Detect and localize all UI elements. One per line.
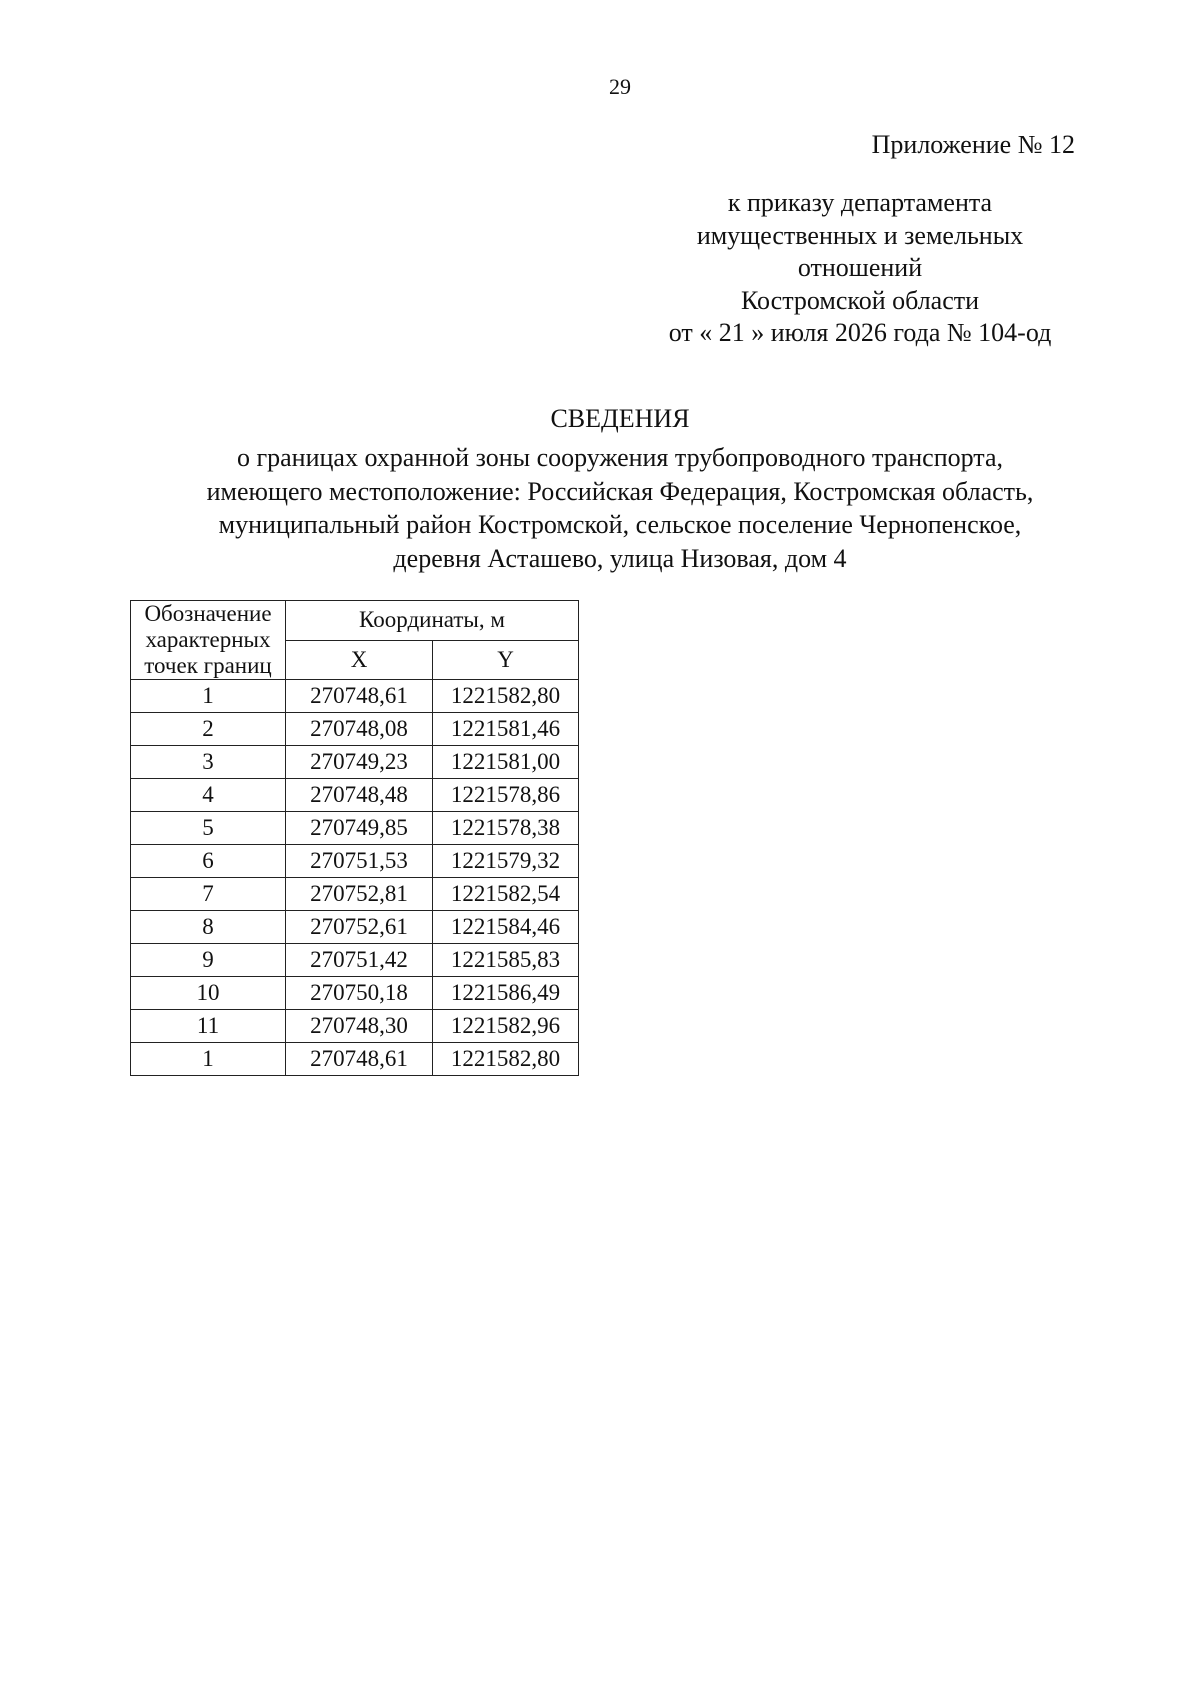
point-cell: 3 — [131, 746, 286, 779]
point-cell: 11 — [131, 1010, 286, 1043]
order-reference-line: имущественных и земельных — [696, 220, 1024, 250]
x-header: X — [286, 640, 433, 680]
x-cell: 270748,08 — [286, 713, 433, 746]
y-cell: 1221579,32 — [433, 845, 579, 878]
y-cell: 1221584,46 — [433, 911, 579, 944]
x-cell: 270749,23 — [286, 746, 433, 779]
x-cell: 270748,61 — [286, 680, 433, 713]
y-header: Y — [433, 640, 579, 680]
y-cell: 1221578,38 — [433, 812, 579, 845]
order-reference-line: Костромской области — [740, 285, 980, 315]
order-reference — [610, 187, 1110, 350]
table-row — [131, 977, 579, 1010]
order-reference-line: от « 21 » июля 2026 года № 104-од — [668, 318, 1052, 347]
y-cell: 1221585,83 — [433, 944, 579, 977]
table-row — [131, 1010, 579, 1043]
x-cell: 270748,61 — [286, 1043, 433, 1076]
x-cell: 270752,81 — [286, 878, 433, 911]
y-cell: 1221582,54 — [433, 878, 579, 911]
y-cell: 1221582,80 — [433, 1043, 579, 1076]
x-cell: 270750,18 — [286, 977, 433, 1010]
page-number: 29 — [609, 74, 631, 99]
x-cell: 270751,42 — [286, 944, 433, 977]
point-cell: 6 — [131, 845, 286, 878]
table-row — [131, 944, 579, 977]
table-row — [131, 812, 579, 845]
order-reference-line: отношений — [797, 253, 923, 282]
x-cell: 270749,85 — [286, 812, 433, 845]
y-cell: 1221581,00 — [433, 746, 579, 779]
document-subheading — [0, 441, 1200, 575]
table-row — [131, 845, 579, 878]
point-cell: 2 — [131, 713, 286, 746]
table-row — [131, 746, 579, 779]
document-heading: СВЕДЕНИЯ — [550, 404, 690, 433]
x-cell: 270748,30 — [286, 1010, 433, 1043]
x-cell: 270748,48 — [286, 779, 433, 812]
coordinates-header: Координаты, м — [286, 601, 579, 641]
point-cell: 8 — [131, 911, 286, 944]
point-cell: 4 — [131, 779, 286, 812]
y-cell: 1221582,96 — [433, 1010, 579, 1043]
x-cell: 270751,53 — [286, 845, 433, 878]
order-reference-line: к приказу департамента — [727, 188, 993, 217]
table-row — [131, 680, 579, 713]
table-row — [131, 1043, 579, 1076]
y-cell: 1221586,49 — [433, 977, 579, 1010]
table-row — [131, 713, 579, 746]
y-cell: 1221578,86 — [433, 779, 579, 812]
table-row — [131, 779, 579, 812]
point-cell: 10 — [131, 977, 286, 1010]
point-cell: 9 — [131, 944, 286, 977]
point-cell: 1 — [131, 1043, 286, 1076]
table-row — [131, 911, 579, 944]
subheading-line: о границах охранной зоны сооружения трубопроводного транспорта, — [236, 443, 1004, 472]
table-row — [131, 878, 579, 911]
point-cell: 5 — [131, 812, 286, 845]
y-cell: 1221582,80 — [433, 680, 579, 713]
subheading-line: деревня Асташево, улица Низовая, дом 4 — [393, 543, 847, 573]
point-cell: 1 — [131, 680, 286, 713]
subheading-line: муниципальный район Костромской, сельское поселение Чернопенское, — [218, 510, 1022, 539]
y-cell: 1221581,46 — [433, 713, 579, 746]
point-header: Обозначение характерных точек границ — [131, 601, 286, 680]
point-cell: 7 — [131, 878, 286, 911]
x-cell: 270752,61 — [286, 911, 433, 944]
subheading-line: имеющего местоположение: Российская Федерация, Костромская область, — [206, 476, 1034, 506]
coordinates-table — [130, 600, 579, 1076]
appendix-title: Приложение № 12 — [871, 130, 1075, 159]
